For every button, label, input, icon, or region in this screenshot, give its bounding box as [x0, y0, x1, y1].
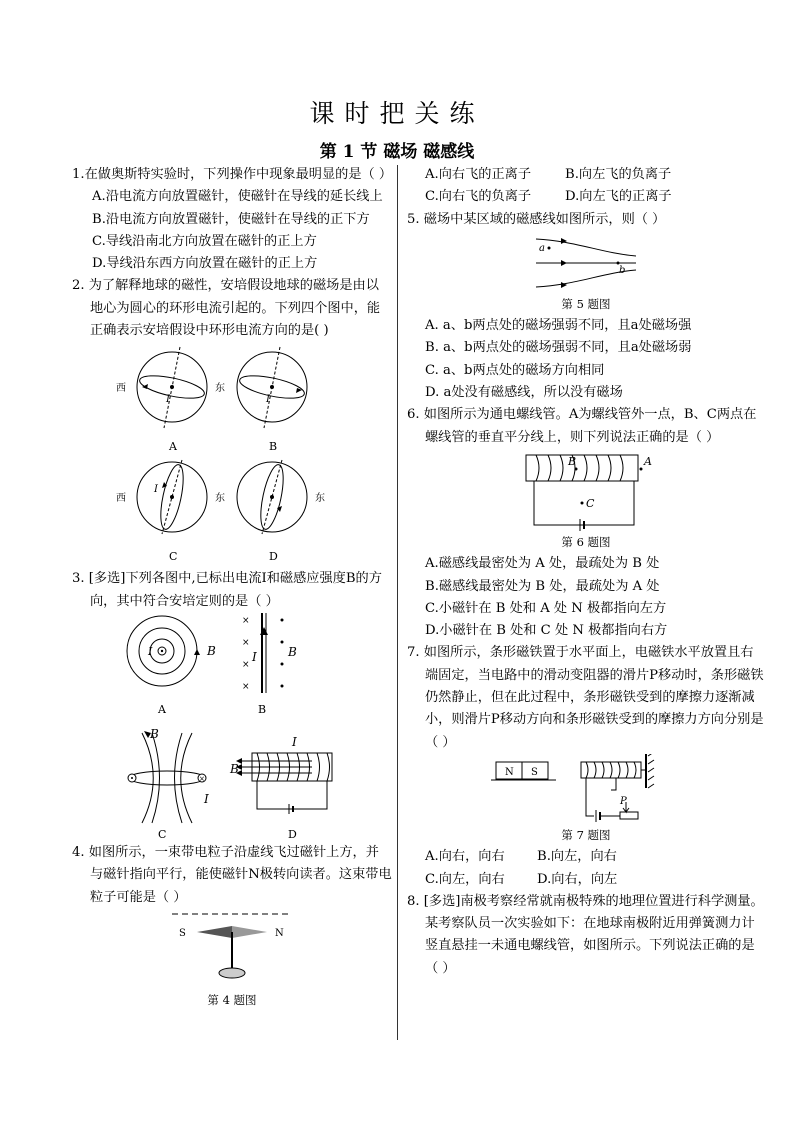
svg-text:×: × — [242, 659, 250, 670]
question-4-option-a: A.向右飞的正离子 — [425, 167, 532, 182]
svg-text:C: C — [169, 550, 178, 564]
earth-figure-a — [116, 347, 225, 453]
svg-text:A: A — [644, 454, 652, 468]
question-7-option-c: C.向左，向右 — [425, 871, 505, 887]
question-1-option-d: D.导线沿东西方向放置在磁针的正上方 — [92, 256, 318, 272]
figure-3a — [127, 616, 216, 716]
earth-figure-b — [237, 347, 307, 453]
svg-text:I: I — [266, 394, 270, 406]
question-6 — [407, 404, 765, 642]
figure-3c — [128, 727, 209, 841]
question-1-option-b: B.沿电流方向放置磁针，使磁针在导线的正下方 — [92, 211, 370, 227]
svg-text:×: × — [242, 681, 250, 692]
svg-text:N: N — [505, 766, 514, 778]
question-2-figures — [112, 342, 352, 574]
question-7-options-row2 — [407, 869, 765, 891]
svg-text:C: C — [586, 496, 595, 510]
svg-text:A: A — [169, 440, 177, 454]
svg-text:I: I — [292, 734, 297, 749]
svg-text:东: 东 — [315, 493, 325, 505]
earth-figure-d — [237, 460, 325, 563]
question-5-caption: 第 5 题图 — [561, 296, 611, 311]
left-column — [72, 164, 392, 1011]
question-4 — [72, 842, 392, 1011]
question-4-option-c: C.向右飞的负离子 — [425, 189, 532, 205]
question-7-option-d: D.向右，向左 — [537, 871, 618, 887]
question-7-options-row1 — [407, 846, 765, 868]
svg-text:B: B — [207, 643, 216, 658]
svg-text:D: D — [269, 550, 278, 564]
question-8 — [407, 891, 765, 980]
svg-text:P: P — [620, 795, 627, 807]
svg-text:I: I — [166, 394, 170, 406]
svg-text:B: B — [258, 702, 267, 716]
earth-figure-c — [116, 460, 225, 563]
question-4-option-b: B.向左飞的负离子 — [565, 167, 672, 182]
svg-text:B: B — [269, 440, 278, 454]
svg-text:S: S — [179, 927, 186, 939]
question-6-option-a: A.磁感线最密处为 A 处，最疏处为 B 处 — [425, 556, 660, 572]
svg-text:N: N — [275, 927, 284, 939]
question-5-stem: 5. 磁场中某区域的磁感线如图所示，则（ ） — [407, 211, 666, 227]
question-6-stem: 6. 如图所示为通电螺线管。A为螺线管外一点，B、C两点在螺线管的垂直平分线上，则下列说法正确的是（ ） — [407, 407, 757, 445]
question-7-option-a: A.向右，向右 — [425, 849, 505, 865]
question-5-option-d: D. a处没有磁感线，所以没有磁场 — [425, 385, 623, 401]
svg-text:I: I — [204, 791, 209, 806]
question-2-stem: 2. 为了解释地球的磁性，安培假设地球的磁场是由以地心为圆心的环形电流引起的。下列四个图中，能正确表示安培假设中环形电流方向的是( ) — [72, 278, 381, 339]
svg-text:D: D — [288, 827, 297, 841]
svg-text:B: B — [568, 454, 577, 468]
svg-text:b: b — [619, 264, 626, 276]
question-7-stem: 7. 如图所示，条形磁铁置于水平面上，电磁铁水平放置且右端固定，当电路中的滑动变阻器的滑片P移动时，条形磁铁仍然静止，但在此过程中，条形磁铁受到的摩擦力逐渐减小，则滑片P移动方向和条形磁铁受到的摩擦力方向分别是（ ） — [407, 645, 764, 750]
svg-text:B: B — [288, 644, 297, 659]
svg-text:东: 东 — [215, 383, 225, 395]
question-3-figures — [112, 613, 352, 845]
question-2 — [72, 275, 392, 574]
svg-text:I: I — [252, 649, 257, 664]
question-6-option-b: B.磁感线最密处为 B 处，最疏处为 A 处 — [425, 578, 660, 594]
question-4-options-row1 — [407, 164, 765, 186]
question-6-option-d: D.小磁针在 B 处和 C 处 N 极都指向右方 — [425, 623, 668, 639]
electromagnet-figure — [486, 754, 686, 824]
right-column — [407, 164, 765, 980]
svg-text:B: B — [150, 726, 159, 741]
solenoid-figure — [516, 449, 656, 531]
question-6-option-c: C.小磁针在 B 处和 A 处 N 极都指向左方 — [425, 600, 667, 616]
question-5-option-b: B. a、b两点处的磁场强弱不同，且a处磁场弱 — [425, 340, 692, 356]
question-5-option-a: A. a、b两点处的磁场强弱不同，且a处磁场强 — [425, 318, 692, 334]
question-3-stem: 3. [多选]下列各图中,已标出电流I和磁感应强度B的方向，其中符合安培定则的是（ ） — [72, 571, 382, 609]
question-6-caption: 第 6 题图 — [561, 534, 611, 549]
question-4-option-d: D.向左飞的正离子 — [565, 189, 672, 205]
figure-3b — [242, 613, 297, 716]
svg-text:A: A — [158, 702, 166, 716]
question-1 — [72, 164, 392, 275]
question-5-option-c: C. a、b两点处的磁场方向相同 — [425, 362, 605, 378]
section-subtitle: 第 1 节 磁场 磁感线 — [319, 142, 475, 162]
question-4-stem: 4. 如图所示，一束带电粒子沿虚线飞过磁针上方，并与磁针指向平行，能使磁针N极转向读者。这束带电粒子可能是（ ） — [72, 844, 392, 905]
svg-text:I: I — [148, 644, 153, 658]
svg-text:B: B — [230, 761, 239, 776]
question-1-stem: 1.在做奥斯特实验时，下列操作中现象最明显的是（ ） — [72, 167, 393, 182]
question-4-caption: 第 4 题图 — [207, 992, 257, 1007]
svg-text:西: 西 — [116, 493, 126, 505]
field-lines-figure — [531, 231, 641, 293]
svg-text:×: × — [199, 774, 205, 783]
svg-text:a: a — [539, 242, 545, 254]
question-4-options-row2 — [407, 186, 765, 208]
svg-text:西: 西 — [116, 383, 126, 395]
svg-text:×: × — [242, 615, 250, 626]
figure-3d — [229, 735, 332, 841]
compass-needle-figure — [167, 909, 297, 989]
question-3 — [72, 568, 392, 845]
question-7-option-b: B.向左，向右 — [537, 849, 617, 865]
question-5 — [407, 209, 765, 405]
svg-text:东: 东 — [215, 493, 225, 505]
svg-text:I: I — [154, 484, 158, 496]
column-divider — [397, 165, 398, 1040]
svg-text:×: × — [242, 637, 250, 648]
question-8-stem: 8. [多选]南极考察经常就南极特殊的地理位置进行科学测量。某考察队员一次实验如下：在地球南极附近用弹簧测力计竖直悬挂一未通电螺线管，如图所示。下列说法正确的是（ ） — [407, 893, 764, 976]
question-1-option-c: C.导线沿南北方向放置在磁针的正上方 — [92, 233, 317, 249]
page-title: 课时把关练 — [309, 99, 485, 128]
svg-text:S: S — [531, 766, 538, 778]
question-7 — [407, 642, 765, 890]
question-1-option-a: A.沿电流方向放置磁针，使磁针在导线的延长线上 — [92, 189, 383, 205]
question-7-caption: 第 7 题图 — [561, 827, 611, 842]
svg-text:C: C — [158, 827, 167, 841]
